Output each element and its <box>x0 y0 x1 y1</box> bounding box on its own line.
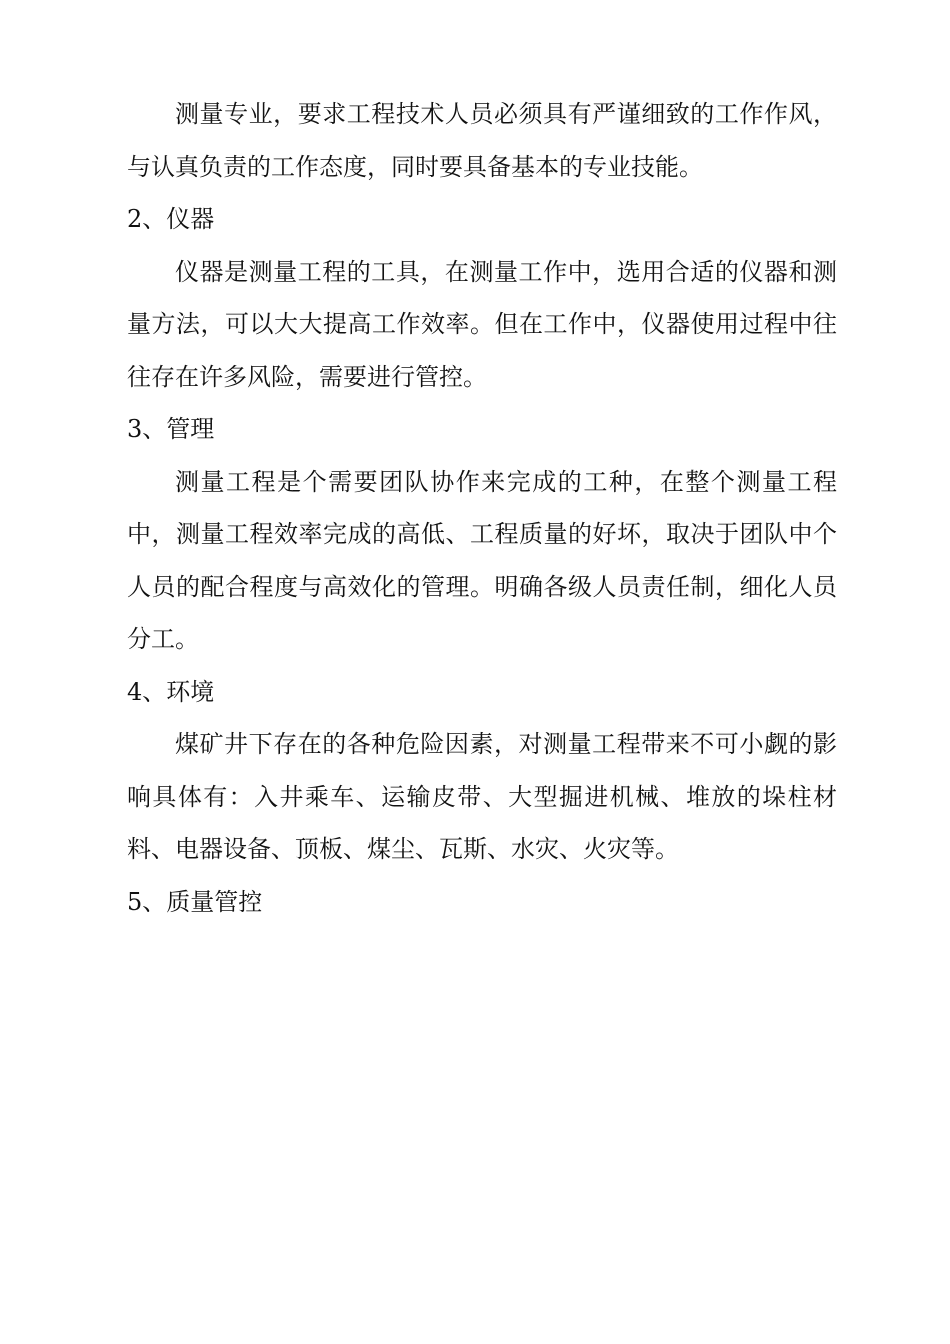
document-body <box>127 88 837 928</box>
section-heading-environment: 4、环境 <box>127 677 215 706</box>
paragraph-professional-requirements: 测量专业，要求工程技术人员必须具有严谨细致的工作作风，与认真负责的工作态度，同时要具备基本的专业技能。 <box>127 100 837 181</box>
paragraph-instruments: 仪器是测量工程的工具，在测量工作中，选用合适的仪器和测量方法，可以大大提高工作效率。但在工作中，仪器使用过程中往往存在许多风险，需要进行管控。 <box>127 257 837 391</box>
section-heading-quality-control: 5、质量管控 <box>127 887 263 916</box>
paragraph-management: 测量工程是个需要团队协作来完成的工种，在整个测量工程中，测量工程效率完成的高低、工程质量的好坏，取决于团队中个人员的配合程度与高效化的管理。明确各级人员责任制，细化人员分工。 <box>127 467 837 653</box>
section-heading-instruments: 2、仪器 <box>127 205 215 233</box>
paragraph-environment: 煤矿井下存在的各种危险因素，对测量工程带来不可小觑的影响具体有：入井乘车、运输皮带、大型掘进机械、堆放的垛柱材料、电器设备、顶板、煤尘、瓦斯、水灾、火灾等。 <box>127 730 837 863</box>
section-heading-management: 3、管理 <box>127 415 215 443</box>
